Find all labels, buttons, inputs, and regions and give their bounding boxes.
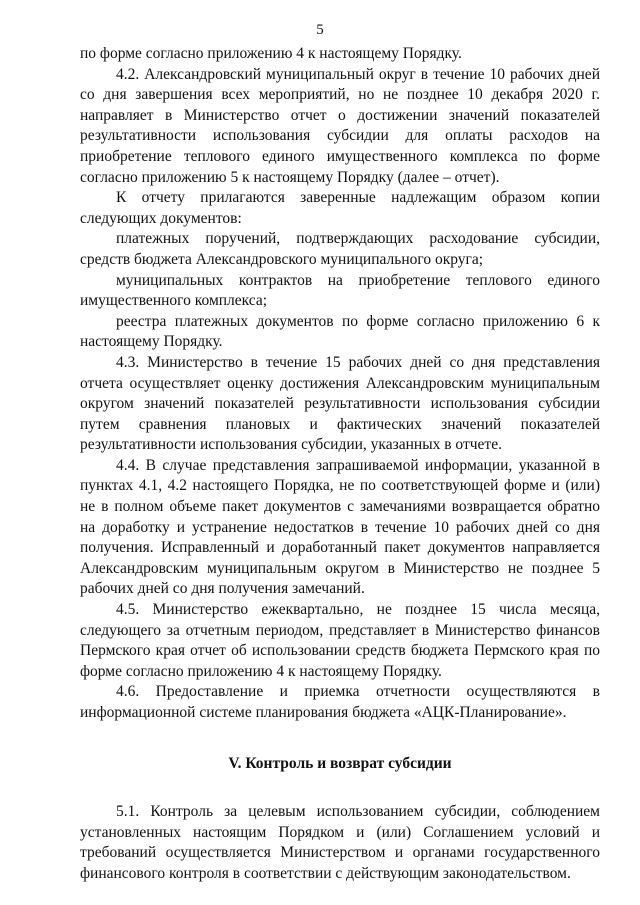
paragraph-continuation: по форме согласно приложению 4 к настоящему Порядку. <box>80 45 462 62</box>
paragraph-4-4: 4.4. В случае представления запрашиваемой информации, указанной в пунктах 4.1, 4.2 настоящего Порядка, не по соответствующей форме и (или) не в полном объеме пакет документов с замечаниями возвращается обратно на доработку и устранение недостатков в течение 10 рабочих дней со дня получения. Исправленный и доработанный пакет документов направляется Александровским муниципальным округом в Министерство не позднее 5 рабочих дней со дня получения замечаний. <box>80 456 600 598</box>
paragraph-4-6: 4.6. Предоставление и приемка отчетности осуществляются в информационной системе планирования бюджета «АЦК-Планирование». <box>80 683 600 721</box>
paragraph-attachments-intro: К отчету прилагаются заверенные надлежащим образом копии следующих документов: <box>80 189 600 227</box>
page-number: 5 <box>316 22 324 38</box>
paragraph-municipal-contracts: муниципальных контрактов на приобретение теплового единого имущественного комплекса; <box>80 271 600 310</box>
paragraph-5-1: 5.1. Контроль за целевым использованием субсидии, соблюдением установленных настоящим Порядком и (или) Соглашением условий и требований осуществляется Министерством и органами государственного финансового контроля в соответствии с действующим законодательством. <box>80 803 600 882</box>
document-body <box>80 44 600 885</box>
paragraph-payment-register: реестра платежных документов по форме согласно приложению 6 к настоящему Порядку. <box>80 312 600 351</box>
paragraph-4-3: 4.3. Министерство в течение 15 рабочих дней со дня представления отчета осуществляет оценку достижения Александровским муниципальным округом значений показателей результативности использования субсидии путем сравнения плановых и фактических значений показателей результативности использования субсидии, указанных в отчете. <box>80 353 600 454</box>
paragraph-4-5: 4.5. Министерство ежеквартально, не позднее 15 числа месяца, следующего за отчетным периодом, представляет в Министерство финансов Пермского края отчет об использовании средств бюджета Пермского края по форме согласно приложению 4 к настоящему Порядку. <box>80 601 600 680</box>
paragraph-4-2: 4.2. Александровский муниципальный округ в течение 10 рабочих дней со дня завершения всех мероприятий, но не позднее 10 декабря 2020 г. направляет в Министерство отчет о достижении значений показателей результативности использования субсидии для оплаты расходов на приобретение теплового единого имущественного комплекса по форме согласно приложению 5 к настоящему Порядку (далее – отчет). <box>80 65 600 186</box>
section-heading: V. Контроль и возврат субсидии <box>228 754 452 772</box>
paragraph-payment-orders: платежных поручений, подтверждающих расходование субсидии, средств бюджета Александровского муниципального округа; <box>80 230 600 268</box>
